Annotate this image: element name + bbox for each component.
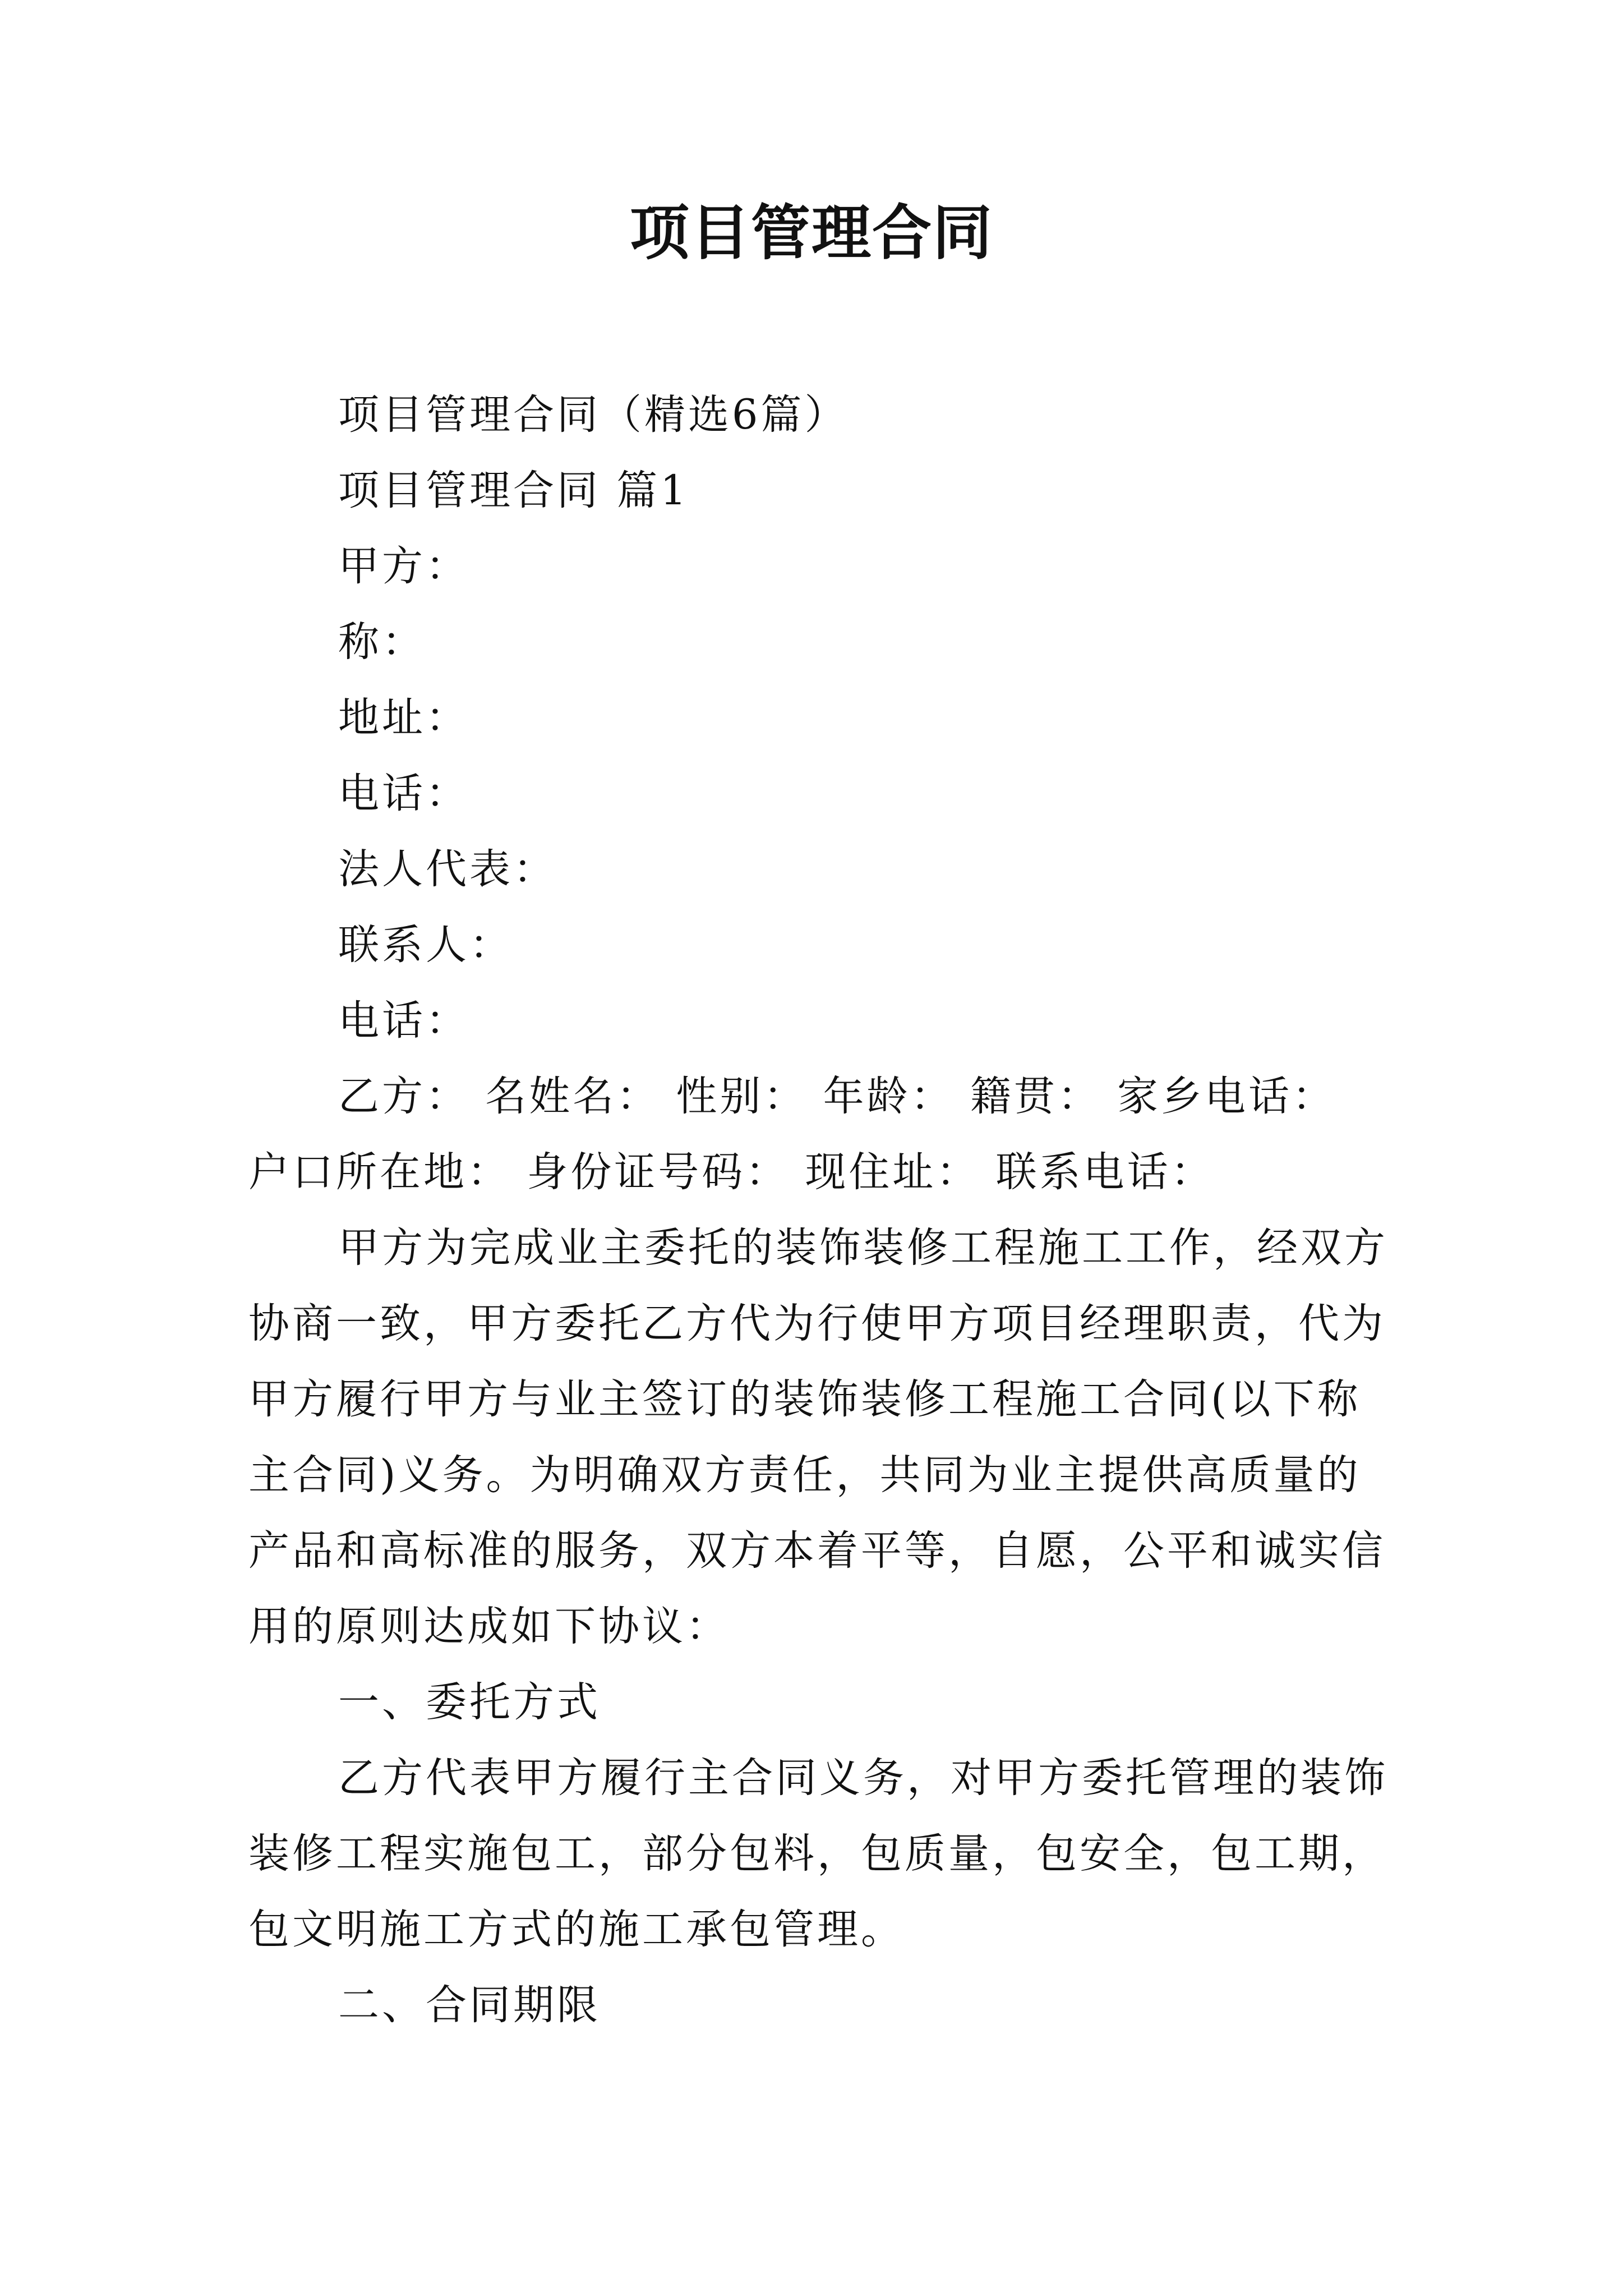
- clause-heading-1: 一、委托方式: [338, 1678, 601, 1726]
- name-field-label: 称：: [338, 618, 426, 666]
- paragraph-line: 主合同)义务。为明确双方责任，共同为业主提供高质量的: [248, 1451, 1361, 1499]
- phone-field-label: 电话：: [338, 770, 469, 817]
- paragraph-line: 甲方履行甲方与业主签订的装饰装修工程施工合同(以下称: [248, 1375, 1361, 1423]
- paragraph-line: 协商一致，甲方委托乙方代为行使甲方项目经理职责，代为: [248, 1300, 1386, 1347]
- paragraph-line: 乙方代表甲方履行主合同义务，对甲方委托管理的装饰: [338, 1754, 1388, 1802]
- paragraph-line: 包文明施工方式的施工承包管理。: [248, 1906, 905, 1953]
- paragraph-line: 用的原则达成如下协议：: [248, 1603, 730, 1650]
- party-a-label: 甲方：: [338, 542, 469, 590]
- paragraph-line: 产品和高标准的服务，双方本着平等，自愿，公平和诚实信: [248, 1527, 1386, 1575]
- address-field-label: 地址：: [338, 694, 469, 742]
- party-b-fields-line2: 户口所在地： 身份证号码： 现住址： 联系电话：: [248, 1148, 1215, 1196]
- section-heading: 项目管理合同 篇1: [338, 467, 689, 514]
- clause-heading-2: 二、合同期限: [338, 1981, 601, 2029]
- subtitle-selection: 项目管理合同（精选6篇）: [338, 391, 849, 439]
- document-title: 项目管理合同: [630, 197, 993, 268]
- legal-rep-label: 法人代表：: [338, 845, 557, 893]
- contact-person-label: 联系人：: [338, 921, 513, 969]
- paragraph-line: 甲方为完成业主委托的装饰装修工程施工工作，经双方: [338, 1224, 1388, 1272]
- paragraph-line: 装修工程实施包工，部分包料，包质量，包安全，包工期，: [248, 1830, 1386, 1878]
- party-b-fields-line1: 乙方： 名姓名： 性别： 年龄： 籍贯： 家乡电话：: [338, 1073, 1336, 1120]
- phone-field-label-2: 电话：: [338, 997, 469, 1045]
